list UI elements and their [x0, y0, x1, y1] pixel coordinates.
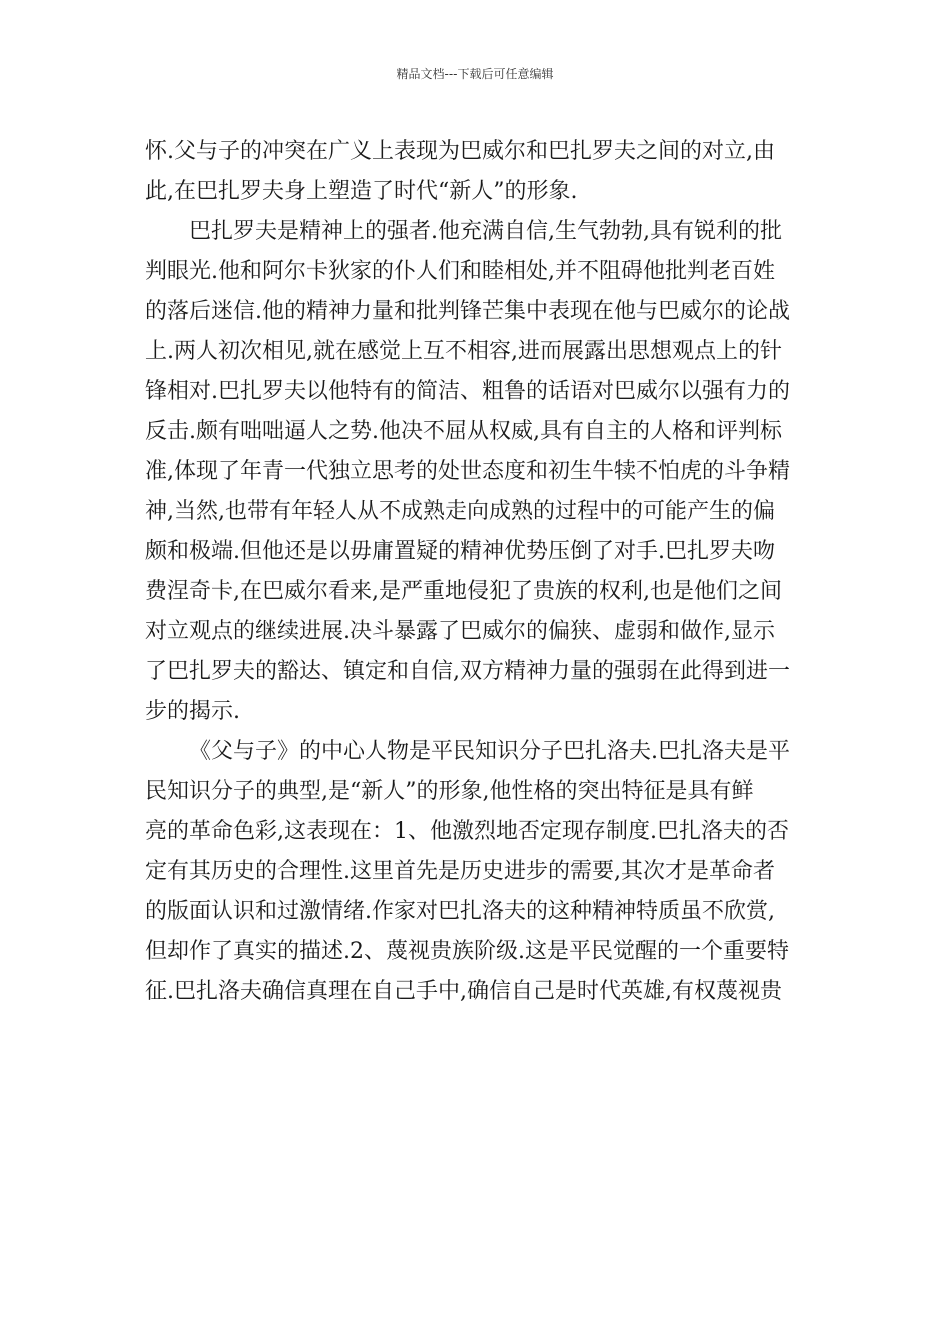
text-line: 定有其历史的合理性.这里首先是历史进步的需要,其次才是革命者 — [145, 859, 775, 884]
text-line: 此,在巴扎罗夫身上塑造了时代“新人”的形象. — [145, 179, 578, 204]
text-line: 征.巴扎洛夫确信真理在自己手中,确信自己是时代英雄,有权蔑视贵 — [145, 979, 782, 1004]
text-line: 亮的革命色彩,这表现在：1、他激烈地否定现存制度.巴扎洛夫的否 — [145, 819, 789, 844]
text-line: 对立观点的继续进展.决斗暴露了巴威尔的偏狭、虚弱和做作,显示 — [145, 619, 775, 644]
paragraph-3 — [145, 732, 805, 1012]
text-line: 费涅奇卡,在巴威尔看来,是严重地侵犯了贵族的权利,也是他们之间 — [145, 579, 782, 604]
text-line: 上.两人初次相见,就在感觉上互不相容,进而展露出思想观点上的针 — [145, 339, 782, 364]
text-line: 巴扎罗夫是精神上的强者.他充满自信,生气勃勃,具有锐利的批 — [189, 219, 782, 244]
text-line: 了巴扎罗夫的豁达、镇定和自信,双方精神力量的强弱在此得到进一 — [145, 659, 790, 684]
text-line: 怀.父与子的冲突在广义上表现为巴威尔和巴扎罗夫之间的对立,由 — [145, 139, 775, 164]
text-line: 锋相对.巴扎罗夫以他特有的简洁、粗鲁的话语对巴威尔以强有力的 — [145, 379, 790, 404]
text-line: 《父与子》的中心人物是平民知识分子巴扎洛夫.巴扎洛夫是平 — [189, 739, 790, 764]
text-line: 的版面认识和过激情绪.作家对巴扎洛夫的这种精神特质虽不欣赏, — [145, 899, 775, 924]
page-header: 精品文档---下载后可任意编辑 — [396, 67, 554, 81]
paragraph-1 — [145, 132, 805, 212]
text-line: 判眼光.他和阿尔卡狄家的仆人们和睦相处,并不阻碍他批判老百姓 — [145, 259, 775, 284]
text-line: 民知识分子的典型,是“新人”的形象,他性格的突出特征是具有鲜 — [145, 779, 754, 804]
text-line: 颇和极端.但他还是以毋庸置疑的精神优势压倒了对手.巴扎罗夫吻 — [145, 539, 775, 564]
paragraph-2 — [145, 212, 805, 732]
text-line: 反击.颇有咄咄逼人之势.他决不屈从权威,具有自主的人格和评判标 — [145, 419, 782, 444]
text-line: 的落后迷信.他的精神力量和批判锋芒集中表现在他与巴威尔的论战 — [145, 299, 790, 324]
text-line: 步的揭示. — [145, 699, 240, 724]
text-line: 神,当然,也带有年轻人从不成熟走向成熟的过程中的可能产生的偏 — [145, 499, 775, 524]
document-body — [145, 132, 805, 1012]
text-line: 但却作了真实的描述.2、蔑视贵族阶级.这是平民觉醒的一个重要特 — [145, 939, 789, 964]
text-line: 准,体现了年青一代独立思考的处世态度和初生牛犊不怕虎的斗争精 — [145, 459, 790, 484]
